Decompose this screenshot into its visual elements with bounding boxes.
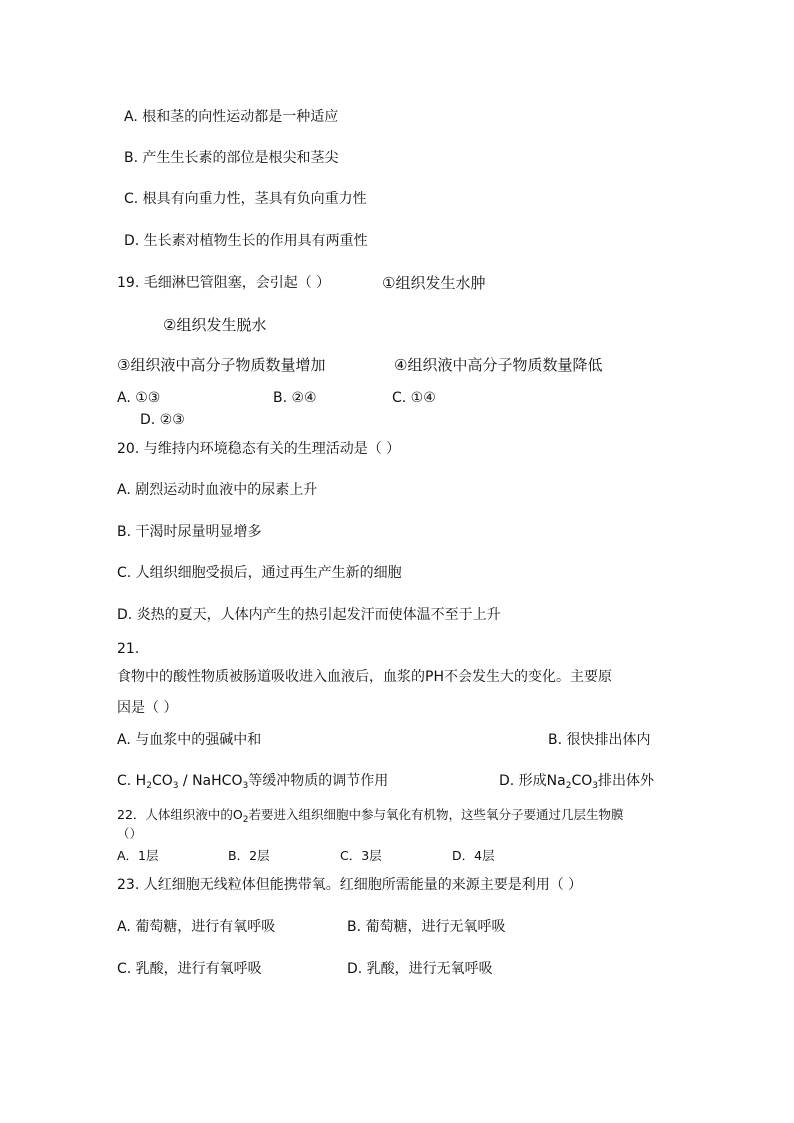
q22-option-d: D．4层 — [452, 848, 495, 863]
q22-paren: （） — [117, 826, 143, 841]
q20-option-d: D. 炎热的夏天，人体内产生的热引起发汗而使体温不至于上升 — [117, 607, 501, 623]
q19-item-4: ④组织液中高分子物质数量降低 — [394, 356, 603, 374]
q22-option-c: C．3层 — [340, 848, 382, 863]
q21-stem-line-1: 食物中的酸性物质被肠道吸收进入血液后，血浆的PH不会发生大的变化。主要原 — [117, 669, 612, 685]
q21-option-b: B. 很快排出体内 — [548, 732, 651, 748]
q23-option-c: C. 乳酸，进行有氧呼吸 — [117, 961, 262, 977]
q23-option-b: B. 葡萄糖，进行无氧呼吸 — [347, 919, 506, 935]
q18-option-b: B. 产生生长素的部位是根尖和茎尖 — [124, 150, 339, 166]
q18-option-a: A. 根和茎的向性运动都是一种适应 — [124, 109, 339, 125]
q19-option-b: B. ②④ — [273, 390, 317, 406]
q21-option-a: A. 与血浆中的强碱中和 — [117, 732, 262, 748]
q20-option-c: C. 人组织细胞受损后，通过再生产生新的细胞 — [117, 565, 402, 581]
q21-number: 21. — [117, 641, 140, 657]
q21-stem-line-2: 因是（ ） — [117, 700, 178, 716]
q18-option-c: C. 根具有向重力性，茎具有负向重力性 — [124, 191, 367, 207]
q23-stem: 23. 人红细胞无线粒体但能携带氧。红细胞所需能量的来源主要是利用（ ） — [117, 877, 583, 893]
q20-option-a: A. 剧烈运动时血液中的尿素上升 — [117, 482, 318, 498]
q18-option-d: D. 生长素对植物生长的作用具有两重性 — [124, 233, 368, 249]
q21-option-c: C. $H_2CO_3$ / NaHCO$_3$等缓冲物质的调节作用 — [117, 773, 389, 791]
q19-option-c: C. ①④ — [392, 390, 436, 406]
q21-option-d: D. 形成$Na_2CO_3$排出体外 — [499, 773, 654, 791]
q19-option-a: A. ①③ — [117, 390, 161, 406]
q22-option-a: A．1层 — [117, 848, 159, 863]
q23-option-a: A. 葡萄糖，进行有氧呼吸 — [117, 919, 276, 935]
q23-option-d: D. 乳酸，进行无氧呼吸 — [347, 961, 493, 977]
q19-item-1: ①组织发生水肿 — [382, 274, 486, 292]
q20-stem: 20. 与维持内环境稳态有关的生理活动是（ ） — [117, 441, 401, 457]
q22-option-b: B．2层 — [228, 848, 270, 863]
q19-option-d: D. ②③ — [140, 412, 185, 428]
q20-option-b: B. 干渴时尿量明显增多 — [117, 524, 262, 540]
q22-stem: 22．人体组织液中的$O_2$若要进入组织细胞中参与氧化有机物，这些氧分子要通过几层生物膜 — [117, 807, 624, 825]
q19-item-3: ③组织液中高分子物质数量增加 — [117, 356, 326, 374]
q19-stem: 19. 毛细淋巴管阻塞，会引起（ ） — [117, 275, 331, 291]
q19-item-2: ②组织发生脱水 — [163, 316, 267, 334]
